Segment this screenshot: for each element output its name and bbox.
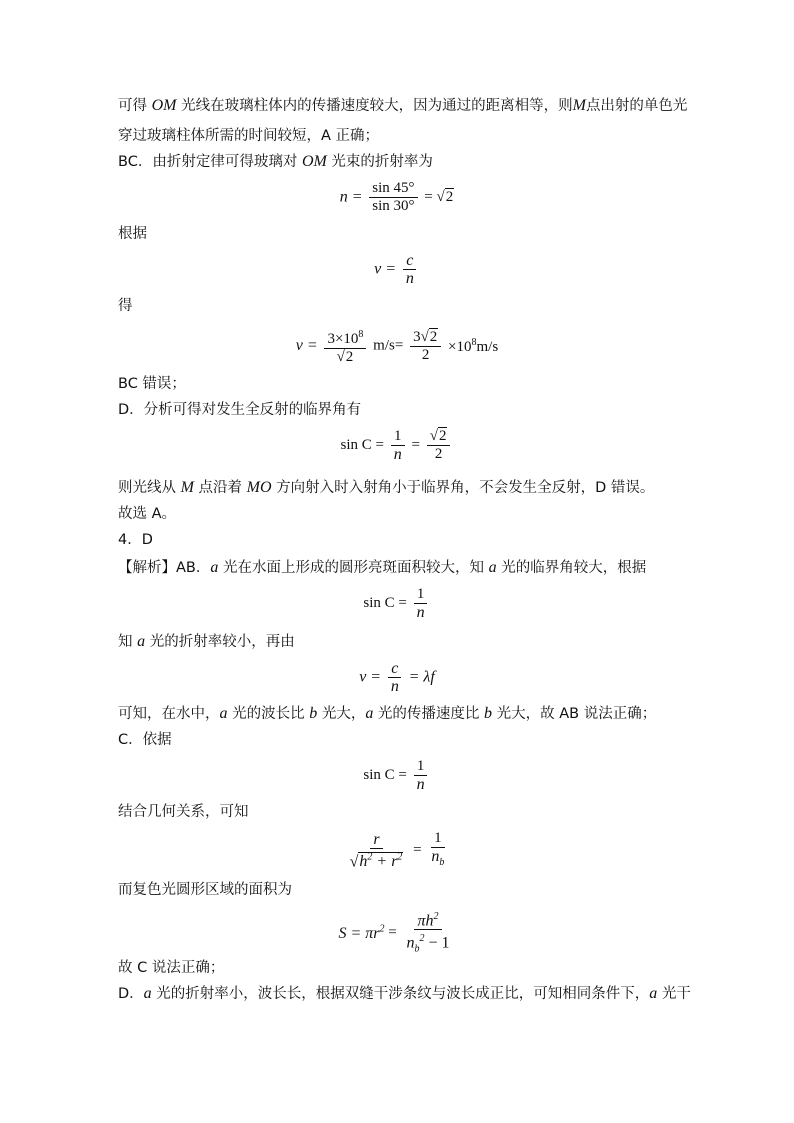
exponent: 2	[367, 851, 373, 863]
exponent: 2	[419, 933, 425, 945]
numerator: sin 45°	[369, 180, 417, 198]
exponent: 2	[397, 851, 403, 863]
equals: =	[413, 842, 422, 859]
math-var: a	[210, 559, 219, 576]
formula-lhs: S = πr	[338, 924, 380, 942]
exponent: 8	[358, 329, 364, 340]
text-line-2	[118, 126, 678, 146]
text: 光大，	[317, 706, 366, 722]
text: 光在水面上形成的圆形亮斑面积较大，知	[218, 560, 489, 576]
numerator: 3	[413, 328, 421, 345]
math-var: OM	[151, 97, 177, 114]
text: 光的折射率小，波长长，根据双缝干涉条纹与波长成正比，可知相同条件下，	[151, 986, 650, 1002]
denominator: n	[390, 678, 399, 695]
text: 则光线从	[118, 480, 181, 496]
text: 根据	[118, 226, 147, 242]
text-line-3	[118, 152, 678, 172]
text: 穿过玻璃柱体所需的时间较短，A 正确；	[118, 128, 380, 144]
text: 光的临界角较大，根据	[496, 560, 647, 576]
text-line-8	[118, 478, 678, 498]
radicand: 2	[445, 189, 454, 205]
text-line-18	[118, 984, 691, 1004]
text-line-9	[118, 504, 678, 524]
exponent: 2	[433, 911, 439, 922]
text: 光大，故 AB 说法正确；	[492, 706, 657, 722]
math-var: MO	[246, 479, 272, 496]
numerator: 3×10	[327, 331, 359, 347]
text: 可得	[118, 98, 152, 114]
math-var: OM	[301, 153, 327, 170]
text-line-12	[118, 632, 678, 652]
operator: +	[372, 853, 392, 871]
formula-refractive-index	[0, 180, 794, 215]
text-line-13	[118, 704, 678, 724]
numerator: 1	[414, 758, 428, 776]
text: 方向射入时入射角小于临界角，不会发生全反射，D 错误。	[271, 480, 655, 496]
math-var: a	[649, 985, 658, 1002]
denominator-term: − 1	[424, 934, 450, 952]
text: 光的波长比	[227, 706, 310, 722]
math-var: M	[180, 479, 194, 496]
question-answer	[118, 530, 678, 550]
numerator: 1	[431, 830, 445, 848]
denominator: n	[416, 604, 425, 621]
radicand: 2	[438, 428, 447, 444]
formula-rhs: = λf	[408, 668, 435, 686]
subscript: b	[414, 943, 420, 955]
text-line-11	[118, 558, 678, 578]
text-line-1	[118, 96, 688, 116]
numerator: c	[388, 660, 401, 678]
text: 可知，在水中，	[118, 706, 220, 722]
exponent: 2	[379, 923, 385, 935]
numerator: c	[403, 252, 416, 270]
text: 点沿着	[193, 480, 247, 496]
power-of-ten: ×10	[448, 338, 472, 355]
radicand: 2	[429, 328, 438, 345]
numerator: 1	[414, 586, 428, 604]
text: 光线在玻璃柱体内的传播速度较大，因为通过的距离相等，则	[176, 98, 573, 114]
formula-critical-angle: sin C = $\frac{1}{n}$ = $\frac{√2}{2}$	[0, 428, 794, 463]
text: 点出射的单色光	[585, 98, 688, 114]
formula-lhs	[341, 437, 384, 453]
math-var: a	[488, 559, 497, 576]
text-line-7	[118, 400, 678, 420]
math-var: a	[219, 705, 228, 722]
math-var: M	[572, 97, 586, 114]
denominator: n	[416, 776, 425, 793]
denominator: n	[405, 270, 414, 287]
formula-area	[0, 908, 794, 958]
formula-sinC-1	[0, 586, 794, 621]
text: 光束的折射率为	[326, 154, 433, 170]
sqrt: √2	[436, 189, 454, 205]
math-var: b	[484, 705, 493, 722]
unit: m/s=	[373, 337, 404, 354]
text: D．	[118, 986, 144, 1002]
text: 【解析】AB．	[118, 560, 211, 576]
unit: m/s	[476, 338, 499, 355]
formula-sinC-2	[0, 758, 794, 793]
formula-speed-value: v = $\frac{3\times 10^8}{√2}$ m/s= $\frac{3√2}{2}$ $\times 10^8m/s$	[0, 326, 794, 366]
math-var: a	[137, 633, 146, 650]
text: 结合几何关系，可知	[118, 804, 249, 820]
numerator: r	[370, 831, 382, 849]
text-line-16	[118, 880, 678, 900]
formula-lhs: sin C =	[363, 767, 407, 783]
text: BC．由折射定律可得玻璃对	[118, 154, 302, 170]
formula-wave-speed	[0, 660, 794, 695]
math-var: b	[309, 705, 318, 722]
text-line-4	[118, 224, 678, 244]
text: 光的折射率较小，再由	[145, 634, 295, 650]
text: 光干	[657, 986, 691, 1002]
text: 4．D	[118, 532, 153, 548]
equals: =	[388, 924, 397, 941]
text: 而复色光圆形区域的面积为	[118, 882, 292, 898]
text-line-15	[118, 802, 678, 822]
exponent: 8	[471, 336, 477, 348]
text-line-17	[118, 958, 678, 978]
equals: =	[411, 437, 420, 453]
denominator: sin 30°	[372, 198, 415, 214]
denominator-term: h	[359, 853, 368, 871]
subscript: b	[439, 857, 445, 869]
text: 故选 A。	[118, 506, 177, 522]
text-line-14	[118, 730, 678, 750]
denominator: n	[393, 446, 402, 463]
radicand: 2	[345, 349, 354, 365]
denominator: 2	[421, 346, 430, 363]
text: D．分析可得对发生全反射的临界角有	[118, 402, 362, 418]
numerator: πh	[417, 912, 434, 930]
text-line-6	[118, 374, 678, 394]
text: 知	[118, 634, 138, 650]
formula-lhs: v =	[374, 260, 397, 278]
lhs-text: sin C =	[340, 437, 385, 453]
formula-lhs: v =	[359, 668, 382, 686]
denominator: 2	[434, 446, 443, 462]
formula-geometry: $\frac{r}{√h^2 + r^2}$ = $\frac{1}{n_b}$	[349, 830, 445, 871]
text: 光的传播速度比	[373, 706, 485, 722]
denominator: n	[406, 934, 415, 952]
formula-lhs: n =	[339, 188, 363, 206]
text: 得	[118, 298, 133, 314]
formula-speed	[0, 252, 794, 287]
text: BC 错误；	[118, 376, 186, 392]
denominator: n	[431, 848, 440, 865]
math-var: a	[365, 705, 374, 722]
text: 故 C 说法正确；	[118, 960, 225, 976]
formula-lhs: sin C =	[363, 595, 407, 611]
denominator-term: r	[391, 853, 398, 871]
formula-lhs: v =	[295, 337, 318, 354]
numerator: 1	[391, 428, 405, 446]
text-line-5	[118, 296, 678, 316]
text: C．依据	[118, 732, 172, 748]
equals: =	[424, 189, 433, 205]
math-var: a	[143, 985, 152, 1002]
